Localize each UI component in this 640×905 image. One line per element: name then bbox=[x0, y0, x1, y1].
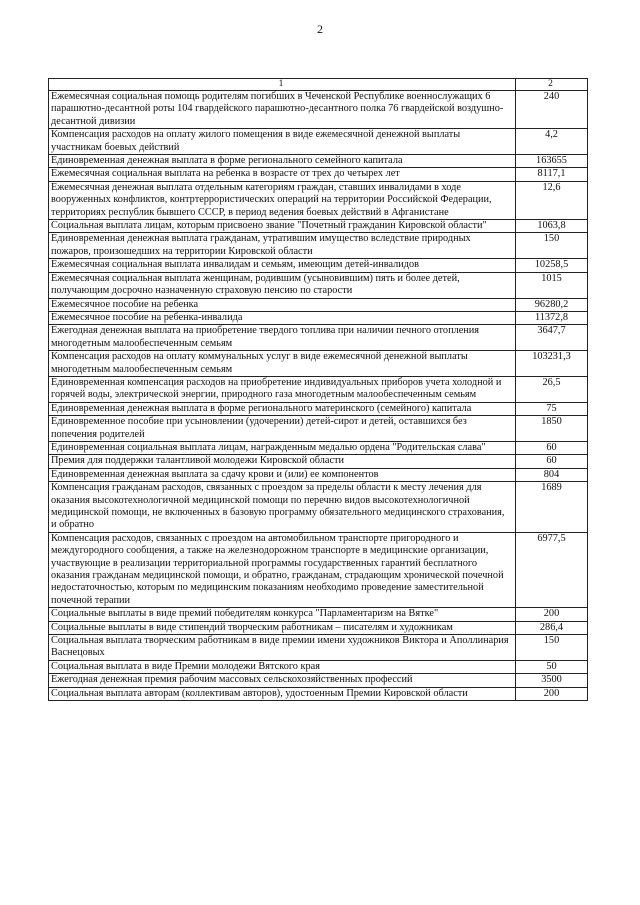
column-header-name: 1 bbox=[49, 79, 516, 91]
payment-name-cell: Компенсация расходов на оплату коммунальных услуг в виде ежемесячной денежной выплаты многодетным малообеспеченным семьям bbox=[49, 351, 516, 377]
table-row bbox=[49, 91, 588, 129]
amount-cell: 163655 bbox=[516, 155, 588, 168]
amount-cell: 150 bbox=[516, 233, 588, 259]
table-row bbox=[49, 468, 588, 481]
amount-cell: 60 bbox=[516, 441, 588, 454]
payment-name-cell: Компенсация гражданам расходов, связанных с проездом за пределы области к месту лечения для оказания высокотехнологичной медицинской помощи по перечню видов высокотехнологичной медицинской помощи, не включенных в базовую программу обязательного медицинского страхования, и обратно bbox=[49, 482, 516, 533]
amount-cell: 200 bbox=[516, 687, 588, 700]
payment-name-cell: Компенсация расходов на оплату жилого помещения в виде ежемесячной денежной выплаты участникам боевых действий bbox=[49, 129, 516, 155]
payment-name-cell: Социальная выплата лицам, которым присвоено звание "Почетный гражданин Кировской области" bbox=[49, 220, 516, 233]
payment-name-cell: Социальная выплата авторам (коллективам авторов), удостоенным Премии Кировской области bbox=[49, 687, 516, 700]
table-row bbox=[49, 482, 588, 533]
amount-cell: 50 bbox=[516, 660, 588, 673]
table-row bbox=[49, 311, 588, 324]
amount-cell: 103231,3 bbox=[516, 351, 588, 377]
table-row bbox=[49, 155, 588, 168]
table-row bbox=[49, 376, 588, 402]
payment-name-cell: Социальные выплаты в виде премий победителям конкурса "Парламентаризм на Вятке" bbox=[49, 608, 516, 621]
amount-cell: 26,5 bbox=[516, 376, 588, 402]
payment-name-cell: Единовременная денежная выплата за сдачу крови и (или) ее компонентов bbox=[49, 468, 516, 481]
table-row bbox=[49, 621, 588, 634]
table-row bbox=[49, 181, 588, 219]
table-row bbox=[49, 129, 588, 155]
payment-name-cell: Единовременная денежная выплата в форме регионального семейного капитала bbox=[49, 155, 516, 168]
payment-name-cell: Ежемесячное пособие на ребенка bbox=[49, 298, 516, 311]
payment-name-cell: Ежемесячная социальная выплата инвалидам и семьям, имеющим детей-инвалидов bbox=[49, 259, 516, 272]
table-row bbox=[49, 608, 588, 621]
table-row bbox=[49, 532, 588, 607]
amount-cell: 4,2 bbox=[516, 129, 588, 155]
payment-name-cell: Компенсация расходов, связанных с проездом на автомобильном транспорте пригородного и междугородного сообщения, а также на железнодорожном транспорте в медицинские организации, участвующие в реализации территориальной программы государственных гарантий бесплатного оказания гражданам медицинской помощи, и обратно, гражданам, страдающим хронической почечной недостаточностью, которым по медицинским показаниям необходимо проведение заместительной почечной терапии bbox=[49, 532, 516, 607]
amount-cell: 10258,5 bbox=[516, 259, 588, 272]
table-row bbox=[49, 272, 588, 298]
table-row bbox=[49, 351, 588, 377]
amount-cell: 150 bbox=[516, 635, 588, 661]
table-row bbox=[49, 687, 588, 700]
table-row bbox=[49, 455, 588, 468]
payment-name-cell: Социальная выплата творческим работникам в виде премии имени художников Виктора и Аполлинария Васнецовых bbox=[49, 635, 516, 661]
amount-cell: 3500 bbox=[516, 674, 588, 687]
payment-name-cell: Ежегодная денежная выплата на приобретение твердого топлива при наличии печного отопления многодетным малообеспеченным семьям bbox=[49, 325, 516, 351]
payment-name-cell: Ежемесячная денежная выплата отдельным категориям граждан, ставших инвалидами в ходе вооруженных конфликтов, контртеррористических операций на территории Российской Федерации, территориях республик бывшего СССР, в период ведения боевых действий в Афганистане bbox=[49, 181, 516, 219]
amount-cell: 12,6 bbox=[516, 181, 588, 219]
amount-cell: 3647,7 bbox=[516, 325, 588, 351]
page-number: 2 bbox=[317, 22, 323, 36]
amount-cell: 1689 bbox=[516, 482, 588, 533]
table-row bbox=[49, 635, 588, 661]
amount-cell: 1015 bbox=[516, 272, 588, 298]
payment-name-cell: Ежемесячная социальная выплата на ребенка в возрасте от трех до четырех лет bbox=[49, 168, 516, 181]
table-row bbox=[49, 416, 588, 442]
payment-name-cell: Единовременная социальная выплата лицам, награжденным медалью ордена "Родительская слава" bbox=[49, 441, 516, 454]
amount-cell: 240 bbox=[516, 91, 588, 129]
amount-cell: 286,4 bbox=[516, 621, 588, 634]
amount-cell: 11372,8 bbox=[516, 311, 588, 324]
payment-name-cell: Ежемесячное пособие на ребенка-инвалида bbox=[49, 311, 516, 324]
table-header-row bbox=[49, 79, 588, 91]
payment-name-cell: Единовременная денежная выплата в форме регионального материнского (семейного) капитала bbox=[49, 402, 516, 415]
table-row bbox=[49, 168, 588, 181]
amount-cell: 75 bbox=[516, 402, 588, 415]
payment-name-cell: Единовременная денежная выплата гражданам, утратившим имущество вследствие природных пожаров, произошедших на территории Кировской области bbox=[49, 233, 516, 259]
payment-name-cell: Единовременное пособие при усыновлении (удочерении) детей-сирот и детей, оставшихся без попечения родителей bbox=[49, 416, 516, 442]
payment-name-cell: Премия для поддержки талантливой молодежи Кировской области bbox=[49, 455, 516, 468]
amount-cell: 96280,2 bbox=[516, 298, 588, 311]
amount-cell: 8117,1 bbox=[516, 168, 588, 181]
payment-name-cell: Социальные выплаты в виде стипендий творческим работникам – писателям и художникам bbox=[49, 621, 516, 634]
amount-cell: 200 bbox=[516, 608, 588, 621]
table-row bbox=[49, 298, 588, 311]
payment-name-cell: Ежемесячная социальная помощь родителям погибших в Чеченской Республике военнослужащих 6 парашютно-десантной роты 104 гвардейского парашютно-десантного полка 76 гвардейской воздушно-десантной дивизии bbox=[49, 91, 516, 129]
table-row bbox=[49, 674, 588, 687]
table-row bbox=[49, 233, 588, 259]
table-row bbox=[49, 402, 588, 415]
payments-table bbox=[48, 78, 588, 701]
payment-name-cell: Ежемесячная социальная выплата женщинам, родившим (усыновившим) пять и более детей, получающим досрочно назначенную страховую пенсию по старости bbox=[49, 272, 516, 298]
column-header-value: 2 bbox=[516, 79, 588, 91]
amount-cell: 60 bbox=[516, 455, 588, 468]
table-row bbox=[49, 441, 588, 454]
table-row bbox=[49, 325, 588, 351]
table-row bbox=[49, 259, 588, 272]
amount-cell: 1850 bbox=[516, 416, 588, 442]
amount-cell: 804 bbox=[516, 468, 588, 481]
payment-name-cell: Ежегодная денежная премия рабочим массовых сельскохозяйственных профессий bbox=[49, 674, 516, 687]
payment-name-cell: Социальная выплата в виде Премии молодежи Вятского края bbox=[49, 660, 516, 673]
amount-cell: 6977,5 bbox=[516, 532, 588, 607]
table-row bbox=[49, 220, 588, 233]
table-row bbox=[49, 660, 588, 673]
amount-cell: 1063,8 bbox=[516, 220, 588, 233]
payment-name-cell: Единовременная компенсация расходов на приобретение индивидуальных приборов учета холодной и горячей воды, электрической энергии, природного газа многодетным малообеспеченным семьям bbox=[49, 376, 516, 402]
